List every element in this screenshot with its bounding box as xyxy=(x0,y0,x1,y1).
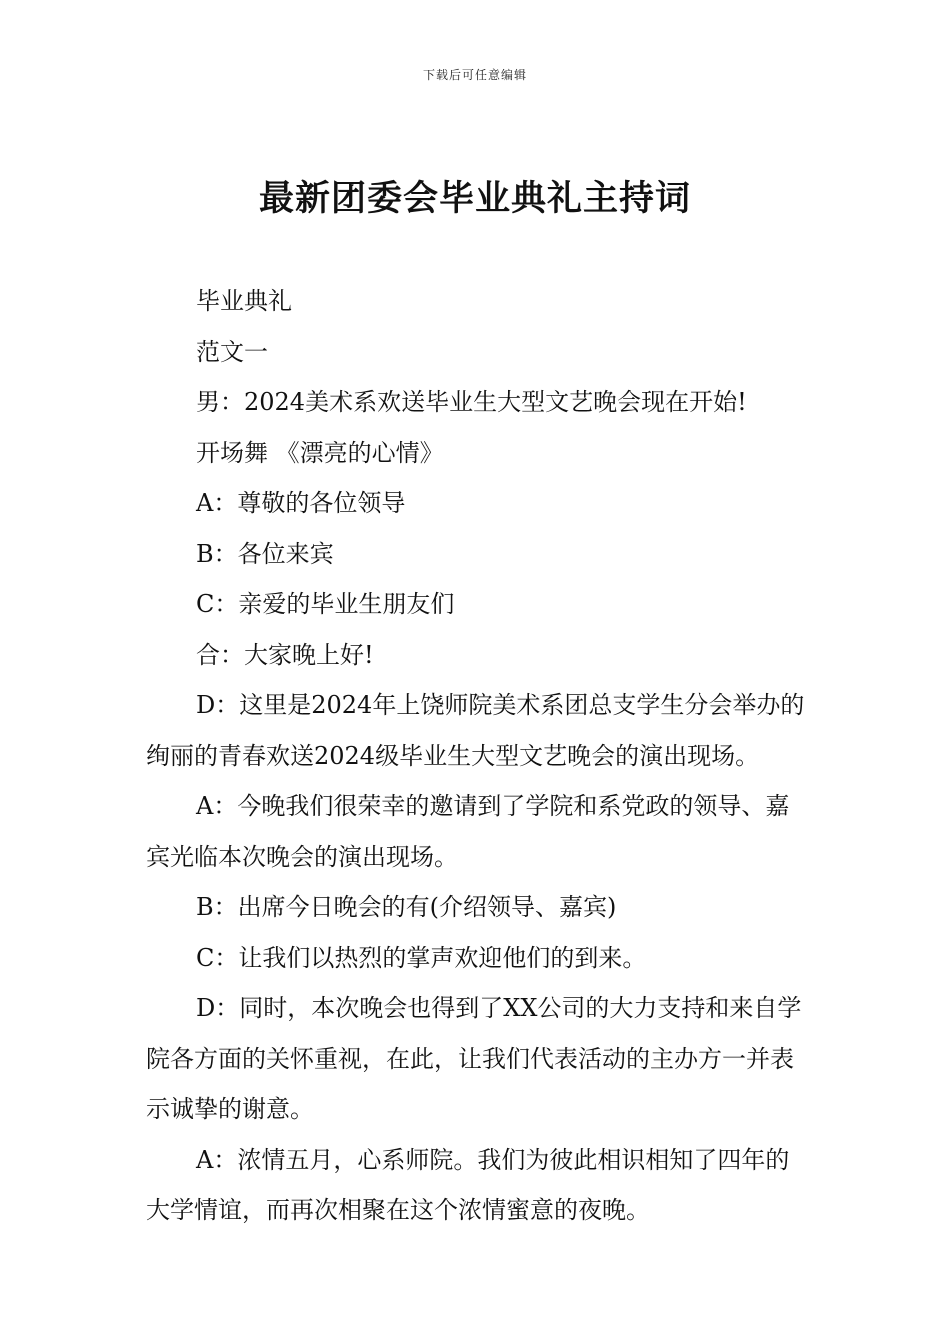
paragraph: A：尊敬的各位领导 xyxy=(196,489,406,517)
paragraph: B：各位来宾 xyxy=(196,539,334,568)
paragraph: A：浓情五月，心系师院。我们为彼此相识相知了四年的大学情谊，而再次相聚在这个浓情蜜意的夜晚。 xyxy=(146,1145,790,1224)
paragraph: 男：2024美术系欢送毕业生大型文艺晚会现在开始! xyxy=(196,388,747,416)
paragraph: A：今晚我们很荣幸的邀请到了学院和系党政的领导、嘉宾光临本次晚会的演出现场。 xyxy=(146,792,790,871)
page-header-note: 下载后可任意编辑 xyxy=(422,68,527,82)
paragraph: 合：大家晚上好! xyxy=(196,640,374,669)
document-body xyxy=(146,276,810,1236)
paragraph: B：出席今日晚会的有(介绍领导、嘉宾) xyxy=(196,893,617,921)
paragraph: C：让我们以热烈的掌声欢迎他们的到来。 xyxy=(196,943,647,972)
paragraph: 开场舞 《漂亮的心情》 xyxy=(196,438,444,467)
paragraph: 毕业典礼 xyxy=(196,287,292,315)
paragraph: D：这里是2024年上饶师院美术系团总支学生分会举办的绚丽的青春欢送2024级毕业生大型文艺晚会的演出现场。 xyxy=(146,691,805,770)
paragraph: D：同时，本次晚会也得到了XX公司的大力支持和来自学院各方面的关怀重视，在此，让我们代表活动的主办方一并表示诚挚的谢意。 xyxy=(146,994,802,1123)
paragraph: C：亲爱的毕业生朋友们 xyxy=(196,590,455,618)
document-title: 最新团委会毕业典礼主持词 xyxy=(258,179,691,219)
paragraph: 范文一 xyxy=(196,337,268,366)
